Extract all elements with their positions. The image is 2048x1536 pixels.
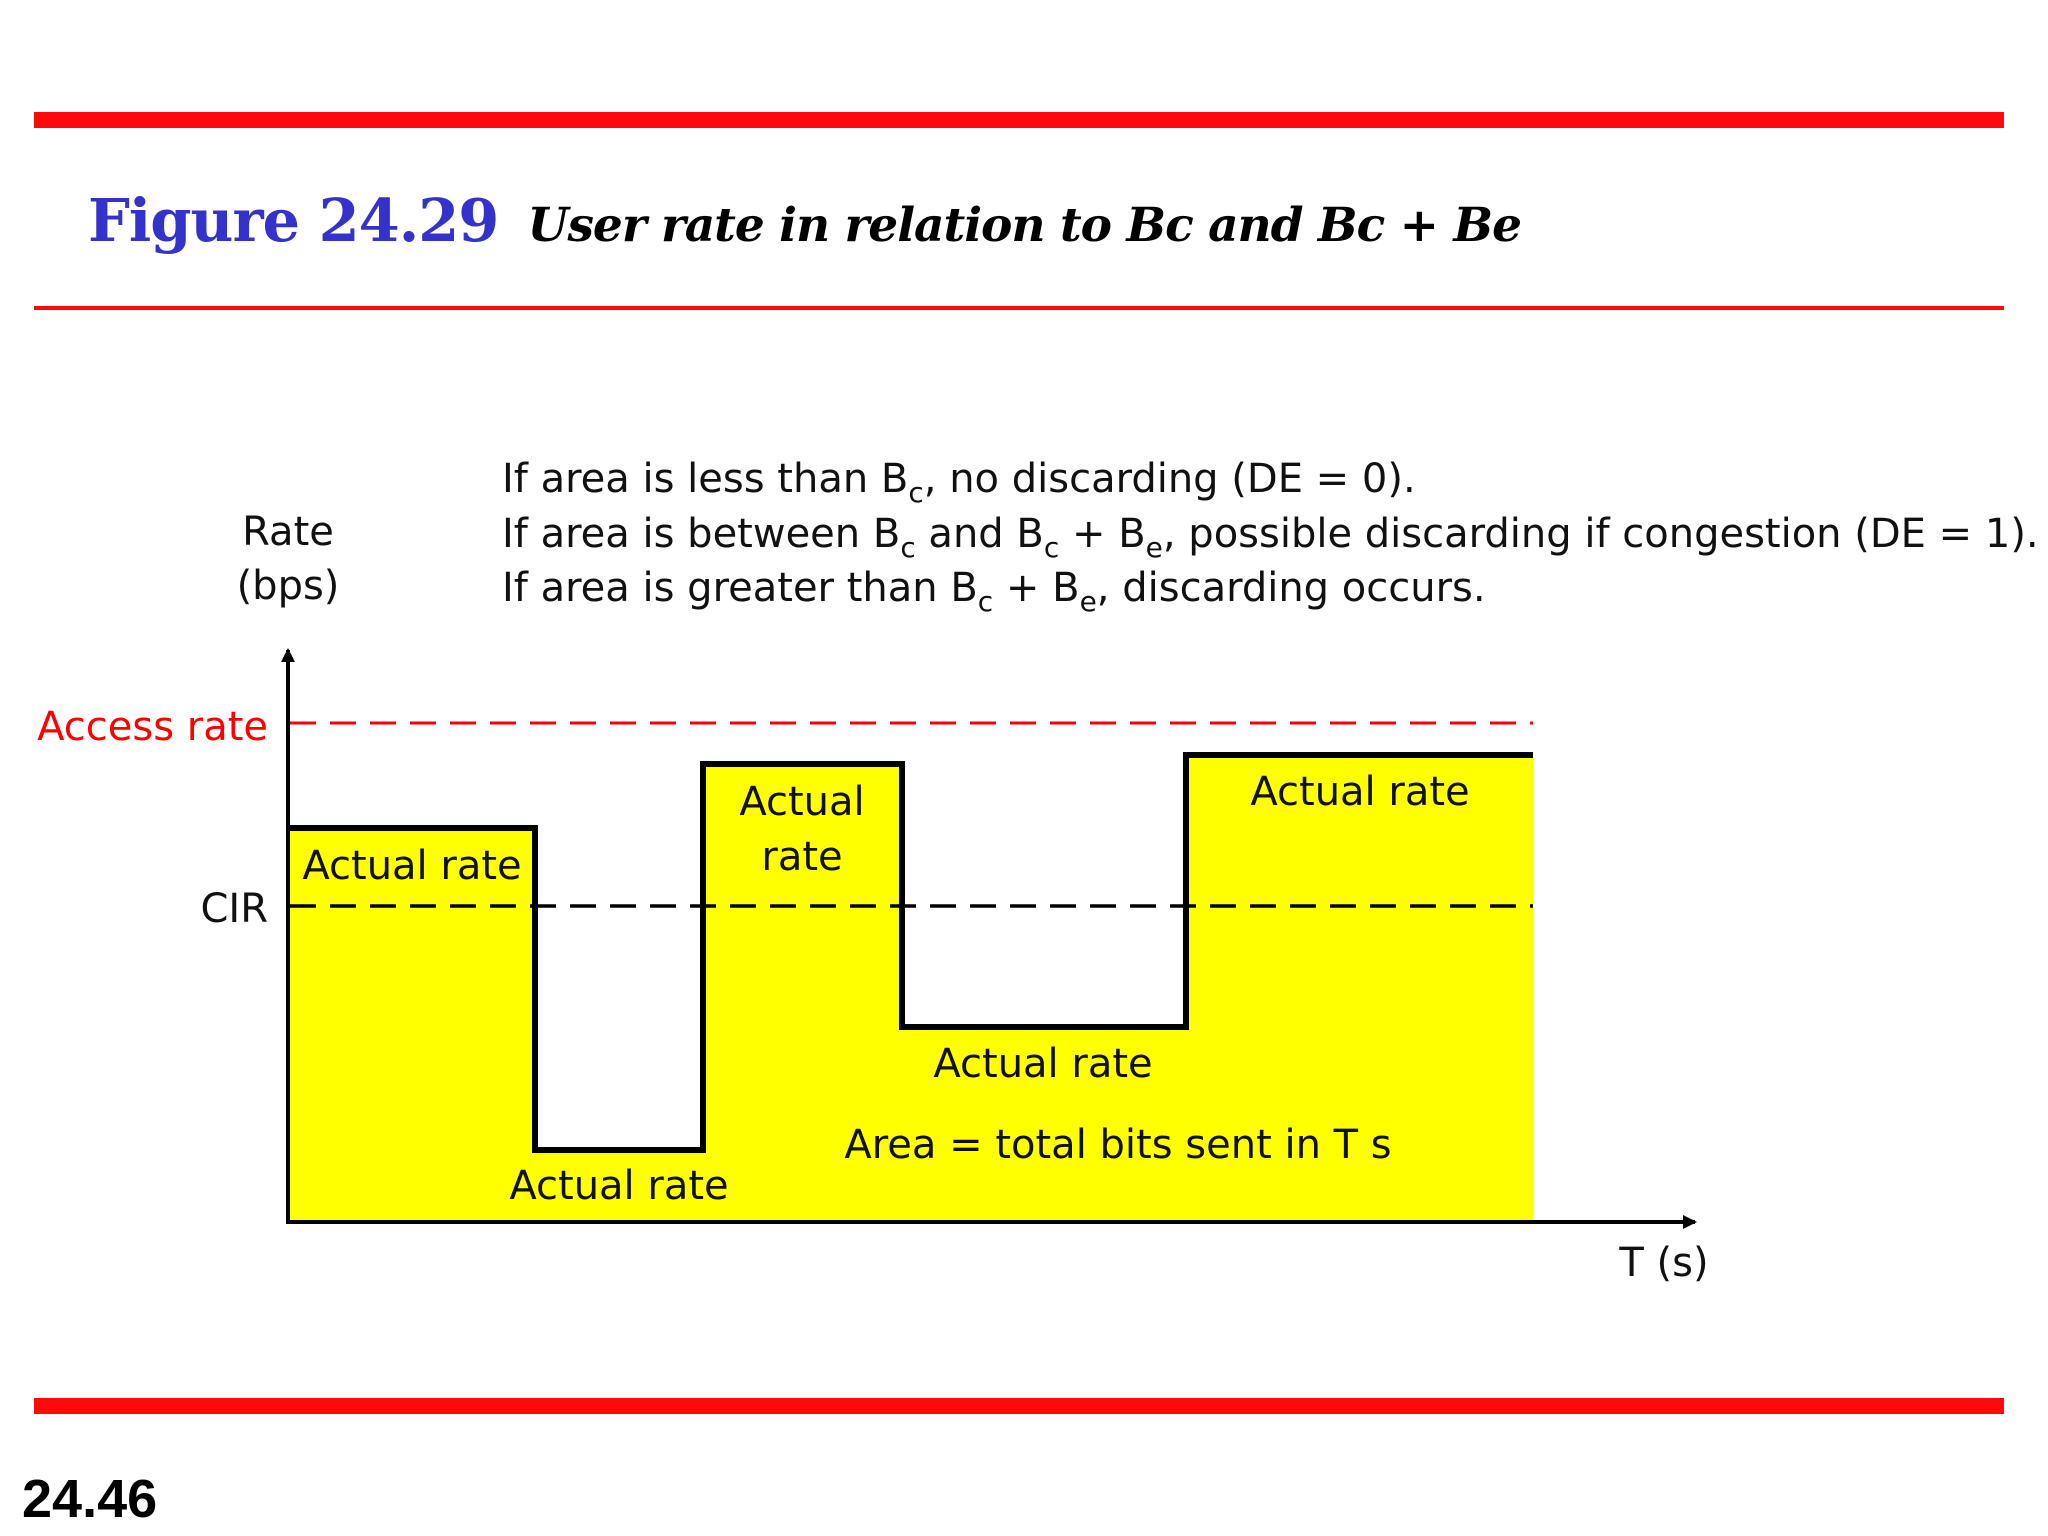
y-axis-label: Rate [242,509,334,555]
access-rate-label: Access rate [37,704,268,750]
segment-5-label: Actual rate [1250,769,1470,815]
rule-line-1: If area is less than $B_c$, no discarding (DE = 0). [502,456,1416,509]
segment-2-label: Actual rate [509,1163,729,1209]
figure-number: Figure 24.29 [88,186,499,255]
rule-line-2: If area is between $B_c$ and $B_c + B_e$, possible discarding if congestion (DE = 1). [502,511,2039,564]
segment-3-label-line2: rate [761,834,843,880]
area-label: Area = total bits sent in T s [844,1122,1392,1168]
segment-1-label: Actual rate [302,843,522,889]
segment-3-label-line1: Actual [739,779,865,825]
figure-caption: User rate in relation to Bc and Bc + Be [527,198,1521,253]
cir-label: CIR [200,886,268,932]
segment-4-label: Actual rate [933,1041,1153,1087]
x-axis-label: T (s) [1619,1240,1709,1286]
y-axis-unit: (bps) [236,563,340,609]
slide-number: 24.46 [22,1469,158,1529]
rule-line-3: If area is greater than $B_c + B_e$, discarding occurs. [502,565,1486,618]
bottom-rule [34,1398,2004,1414]
